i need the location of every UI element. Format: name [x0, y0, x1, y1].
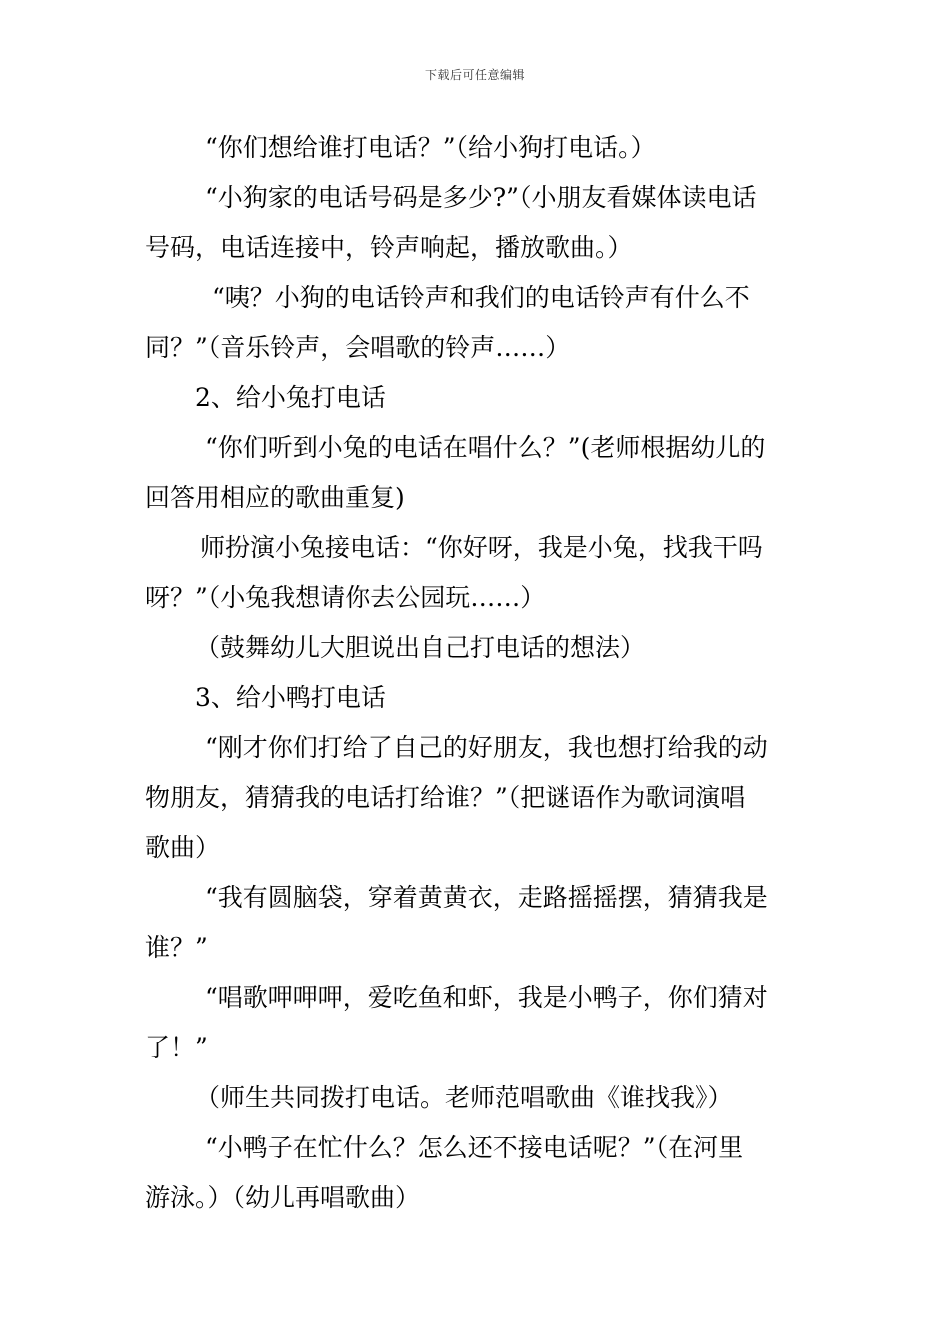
text-line: “咦？小狗的电话铃声和我们的电话铃声有什么不	[212, 283, 750, 312]
text-line: 回答用相应的歌曲重复)	[145, 483, 405, 512]
text-line: “我有圆脑袋，穿着黄黄衣，走路摇摇摆，猜猜我是	[205, 883, 768, 912]
text-line: 了！”	[145, 1033, 208, 1062]
text-line: “小鸭子在忙什么？怎么还不接电话呢？”（在河里	[205, 1133, 744, 1162]
text-line: “你们听到小兔的电话在唱什么？”(老师根据幼儿的	[205, 433, 766, 462]
text-line: 同？”（音乐铃声，会唱歌的铃声……）	[145, 333, 571, 362]
text-line: 师扮演小兔接电话：“你好呀，我是小兔，找我干吗	[200, 533, 763, 562]
text-line: （师生共同拨打电话。老师范唱歌曲《谁找我》）	[195, 1083, 733, 1112]
text-line: （鼓舞幼儿大胆说出自己打电话的想法）	[195, 633, 646, 662]
text-line: “唱歌呷呷呷，爱吃鱼和虾，我是小鸭子，你们猜对	[205, 983, 768, 1012]
text-line: 歌曲）	[145, 833, 221, 862]
text-line: “你们想给谁打电话？”（给小狗打电话。）	[205, 133, 656, 162]
text-line: “刚才你们打给了自己的好朋友，我也想打给我的动	[205, 733, 768, 762]
text-line: 物朋友，猜猜我的电话打给谁？”（把谜语作为歌词演唱	[145, 783, 746, 812]
text-line: 呀？”（小兔我想请你去公园玩……）	[145, 583, 546, 612]
text-line: “小狗家的电话号码是多少?”（小朋友看媒体读电话	[205, 183, 757, 212]
text-line: 号码，电话连接中，铃声响起，播放歌曲。）	[145, 233, 633, 262]
page-header: 下载后可任意编辑	[424, 68, 525, 82]
text-line: 游泳。）（幼儿再唱歌曲）	[145, 1183, 421, 1212]
text-line: 谁？”	[145, 933, 208, 962]
text-line: 2、给小兔打电话	[195, 383, 386, 412]
text-line: 3、给小鸭打电话	[195, 683, 386, 712]
